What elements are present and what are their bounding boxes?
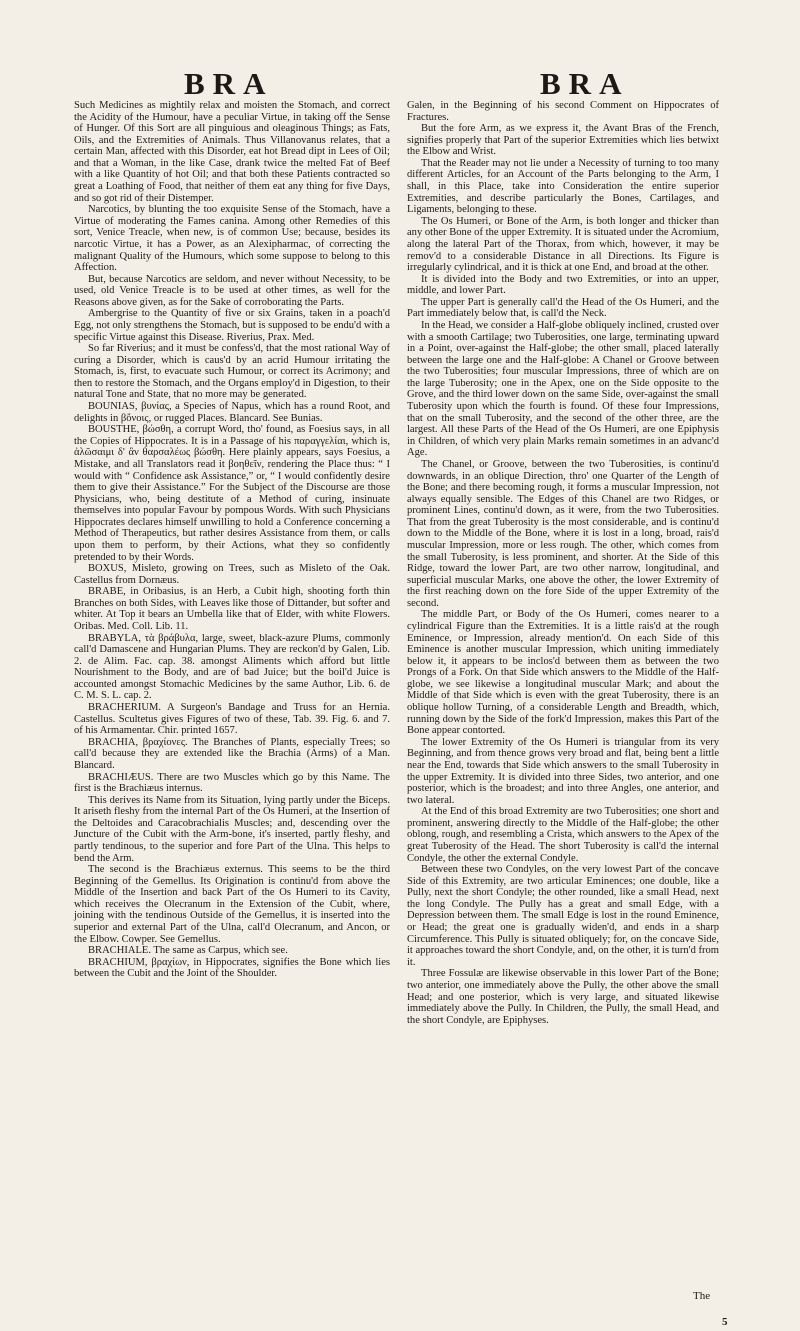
entry-brachiaeus: BRACHIÆUS. There are two Muscles which go by this Name. The first is the Brachiæus internus. — [74, 771, 390, 795]
entry-boxus: BOXUS, Misleto, growing on Trees, such as Misleto of the Oak. Castellus from Dornæus. — [74, 563, 390, 586]
left-column — [74, 100, 390, 980]
paragraph: That the Reader may not lie under a Necessity of turning to too many different Articles, for an Account of the Parts belonging to the Arm, I shall, in this Place, take into Consideration the entire superior Extremities, and describe particularly the Bones, Cartilages, and Ligaments, belonging to these. — [407, 157, 719, 216]
running-head-right: BRA — [540, 66, 630, 101]
paragraph: Three Fossulæ are likewise observable in this lower Part of the Bone; two anterior, one immediately above the Pully, the other above the small Head; and one posterior, which is very large, and situated likewise immediately above the Pully. In Children, the Pully, the small Head, and the short Condyle, are Epiphyses. — [407, 968, 719, 1026]
paragraph: Galen, in the Beginning of his second Comment on Hippocrates of Fractures. — [407, 100, 719, 123]
paragraph: Between these two Condyles, on the very lowest Part of the concave Side of this Extremity, are two articular Eminences; one double, like a Pully, next the short Condyle; the other rounded, like a small Head, next the long Condyle. The Pully has a great and small Edge, with a Depression between them. The small Edge is lost in the round Eminence, or Head; the great one is gradually widen'd, and ends in a sharp Circumference. This Pully is situated obliquely; for, on the concave Side, it approaches toward the short Condyle, and, on the other, it is turn'd from it. — [407, 864, 719, 968]
right-column — [407, 100, 719, 1026]
entry-bousthe: BOUSTHE, βώσθη, a corrupt Word, tho' found, as Foesius says, in all the Copies of Hippocrates. It is in a Passage of his παραγγελίαι, which is, ἀλῶσαιμι δ' ἂν θαρσαλέως βώσθη. Here plainly appears, says Foesius, a Mistake, and all Translators read it βοηθεῖν, rendering the Place thus: “ I would with “ Confidence ask Assistance,” or, “ I would confidently desire them to give their Assistance.” For the Subject of the Discourse are those Physicians, who, being destitute of a Method of curing, insinuate themselves into popular Favour by pompous Words. With such Physicians Hippocrates declares himself unwilling to hold a Conference concerning a Method of Therapeutics, but rather desires Assistance from them, or calls upon them to perform, by their Actions, what they so confidently pretended to by their Words. — [74, 424, 390, 563]
running-head-left: BRA — [184, 66, 274, 101]
paragraph: The second is the Brachiæus externus. This seems to be the third Beginning of the Gemellus. Its Origination is continu'd from above the Middle of the Insertion and back Part of the Os Humeri to its Cavity, which receives the Olecranum in the Extension of the Cubit, where, joining with the tendinous Outside of the Gemellus, it is inserted into the superior and external Part of the Ulna, call'd Olecranum, and Ancon, or the Elbow. Cowper. See Gemellus. — [74, 864, 390, 945]
entry-brachia: BRACHIA, βραχίονες. The Branches of Plants, especially Trees; so call'd because they are extended like the Brachia (Arms) of a Man. Blancard. — [74, 736, 390, 771]
paragraph: The upper Part is generally call'd the Head of the Os Humeri, and the Part immediately below that, is call'd the Neck. — [407, 296, 719, 320]
paragraph: But, because Narcotics are seldom, and never without Necessity, to be used, old Venice Treacle is to be used at other times, as well for the Reasons above given, as for the Sake of corroborating the Parts. — [74, 273, 390, 308]
entry-brabyla: BRABYLA, τὰ βράβυλα, large, sweet, black-azure Plums, commonly call'd Damascene and Hungarian Plums. They are reckon'd by Galen, Lib. 2. de Alim. Fac. cap. 38. amongst Aliments which afford but little Nourishment to the Body, and are of bad Juice; but the boil'd Juice is accounted amongst Stomachic Medicines by the same Author, Lib. 6. de C. M. S. L. cap. 2. — [74, 632, 390, 702]
entry-brachium: BRACHIUM, βραχίων, in Hippocrates, signifies the Bone which lies between the Cubit and the Joint of the Shoulder. — [74, 956, 390, 980]
paragraph: The middle Part, or Body of the Os Humeri, comes nearer to a cylindrical Figure than the Extremities. It is a little rais'd at the rough Eminence, or Impression, already mention'd. On each Side of this Eminence is another muscular Impression, which uniting immediately below it, it appears to be inclos'd between them as between the two Prongs of a Fork. On that Side which answers to the Middle of the Half-globe, we see likewise a longitudinal muscular Mark; and about the Middle of that Side which is even with the great Tuberosity, there is an oblique hollow Turning, of a considerable Length and Breadth, which, running down by the Side of the fork'd Impression, makes this Part of the Bone appear contorted. — [407, 609, 719, 737]
paragraph: This derives its Name from its Situation, lying partly under the Biceps. It ariseth fleshy from the internal Part of the Os Humeri, at the Insertion of the Deltoides and Caracobrachialis Muscles; and, descending over the Juncture of the Cubit with the Arm-bone, it's inserted, partly fleshy, and partly tendinous, to the superior and fore Part of the Ulna. This helps to bend the Arm. — [74, 794, 390, 864]
paragraph: Ambergrise to the Quantity of five or six Grains, taken in a poach'd Egg, not only strengthens the Stomach, but is supposed to be endu'd with a specific Virtue against this Disease. Riverius, Prax. Med. — [74, 308, 390, 343]
paragraph: Such Medicines as mightily relax and moisten the Stomach, and correct the Acidity of the Humour, have a peculiar Virtue, in taking off the Sense of Hunger. Of this Sort are all pinguious and oleaginous Things; as Fats, Oils, and the Extremities of Animals. Thus Villanovanus relates, that a certain Man, affected with this Disorder, eat hot Bread dipt in Lees of Oil; and that a Woman, in the like Case, drank twice the melted Fat of Beef with a like Quantity of hot Oil; and that both these Patients contracted so great a Loathing of Food, that neither of them eat any thing for five Days, and so got rid of their Distemper. — [74, 100, 390, 204]
paragraph: The lower Extremity of the Os Humeri is triangular from its very Beginning, and from thence grows very broad and flat, being bent a little near the End, towards that Side which answers to the small Tuberosity in the upper Extremity. It is divided into three Sides, two anterior, and one posterior, which is the broadest; and into three Angles, one anterior, and two lateral. — [407, 736, 719, 806]
signature-mark: 5 — [722, 1316, 728, 1328]
paragraph: It is divided into the Body and two Extremities, or into an upper, middle, and lower Part. — [407, 273, 719, 297]
catchword: The — [693, 1290, 711, 1302]
paragraph: The Os Humeri, or Bone of the Arm, is both longer and thicker than any other Bone of the upper Extremity. It is situated under the Acromium, along the lateral Part of the Thorax, from which, however, it may be remov'd to a considerable Distance in all Directions. Its Figure is irregularly cylindrical, and it is thick at one End, and broad at the other. — [407, 215, 719, 274]
paragraph: The Chanel, or Groove, between the two Tuberosities, is continu'd downwards, in an oblique Direction, thro' one Quarter of the Length of the Bone; and there becoming rough, it forms a muscular Impression, not always equally sensible. The Edges of this Chanel are two Ridges, or prominent Lines, continu'd down, as it were, from the two Tuberosities. That from the great Tuberosity is the most considerable, and is continu'd down to the Middle of the Bone, where it is lost in a long, broad, rais'd muscular Impression, more or less rough. The other, which comes from the small Tuberosity, is less prominent, and shorter. At the Side of this Ridge, toward the lower Part, are two other narrow, longitudinal, and superficial muscular Marks, one above the other, the lower Extremity of the first reaching down on the fore Side of the upper Extremity of the second. — [407, 458, 719, 609]
entry-bracherium: BRACHERIUM. A Surgeon's Bandage and Truss for an Hernia. Castellus. Scultetus gives Figures of two of these, Tab. 39. Fig. 6. and 7. of his Armamentar. Chir. printed 1657. — [74, 702, 390, 737]
paragraph: Narcotics, by blunting the too exquisite Sense of the Stomach, have a Virtue of moderating the Fames canina. Among other Remedies of this sort, Venice Treacle, when new, is of common Use; because, besides its narcotic Virtue, it has a Power, as an Alexipharmac, of correcting the malignant Quality of the Humours, which some suppose to belong to this Affection. — [74, 204, 390, 274]
paragraph: In the Head, we consider a Half-globe obliquely inclined, crusted over with a smooth Cartilage; two Tuberosities, one large, terminating upward in a Point, over-against the Half-globe; the other small, placed laterally between the large one and the Half-globe: A Chanel or Groove between the two Tuberosities; four muscular Impressions, three of which are on the large Tuberosity; one in the Apex, one on the Side opposite to the Grove, and the third lower down on the same Side, over-against the small Tuberosity upon which the fourth is found. Of these four Impressions, that on the small Tuberosity, and the second of the other three, are the largest. All these Parts of the Head of the Os Humeri, are one Epiphysis in Children, of which very plain Marks remain sometimes in an advanc'd Age. — [407, 319, 719, 459]
paragraph: But the fore Arm, as we express it, the Avant Bras of the French, signifies properly that Part of the superior Extremities which lies betwixt the Elbow and Wrist. — [407, 123, 719, 158]
paragraph: At the End of this broad Extremity are two Tuberosities; one short and prominent, answering directly to the Middle of the Half-globe; the other oblong, rough, and resembling a Crista, which answers to the Apex of the great Tuberosity of the Head. The short Tuberosity is call'd the internal Condyle, the other the external Condyle. — [407, 806, 719, 864]
entry-bounias: BOUNIAS, βυνίας, a Species of Napus, which has a round Root, and delights in βὄνοις, or rugged Places. Blancard. See Bunias. — [74, 401, 390, 424]
entry-brabe: BRABE, in Oribasius, is an Herb, a Cubit high, shooting forth thin Branches on both Sides, with Leaves like those of Dittander, but softer and whiter. At Top it bears an Umbella like that of Elder, with white Flowers. Oribas. Med. Coll. Lib. 11. — [74, 586, 390, 633]
entry-brachiale: BRACHIALE. The same as Carpus, which see. — [88, 945, 288, 957]
paragraph: So far Riverius; and it must be confess'd, that the most rational Way of curing a Disorder, which is caus'd by an acrid Humour irritating the Stomach, is, first, to evacuate such Humour, or correct its Acrimony; and then to restore the Stomach, and the Organs employ'd in Digestion, to their natural Tone and State, that no more may be generated. — [74, 343, 390, 401]
